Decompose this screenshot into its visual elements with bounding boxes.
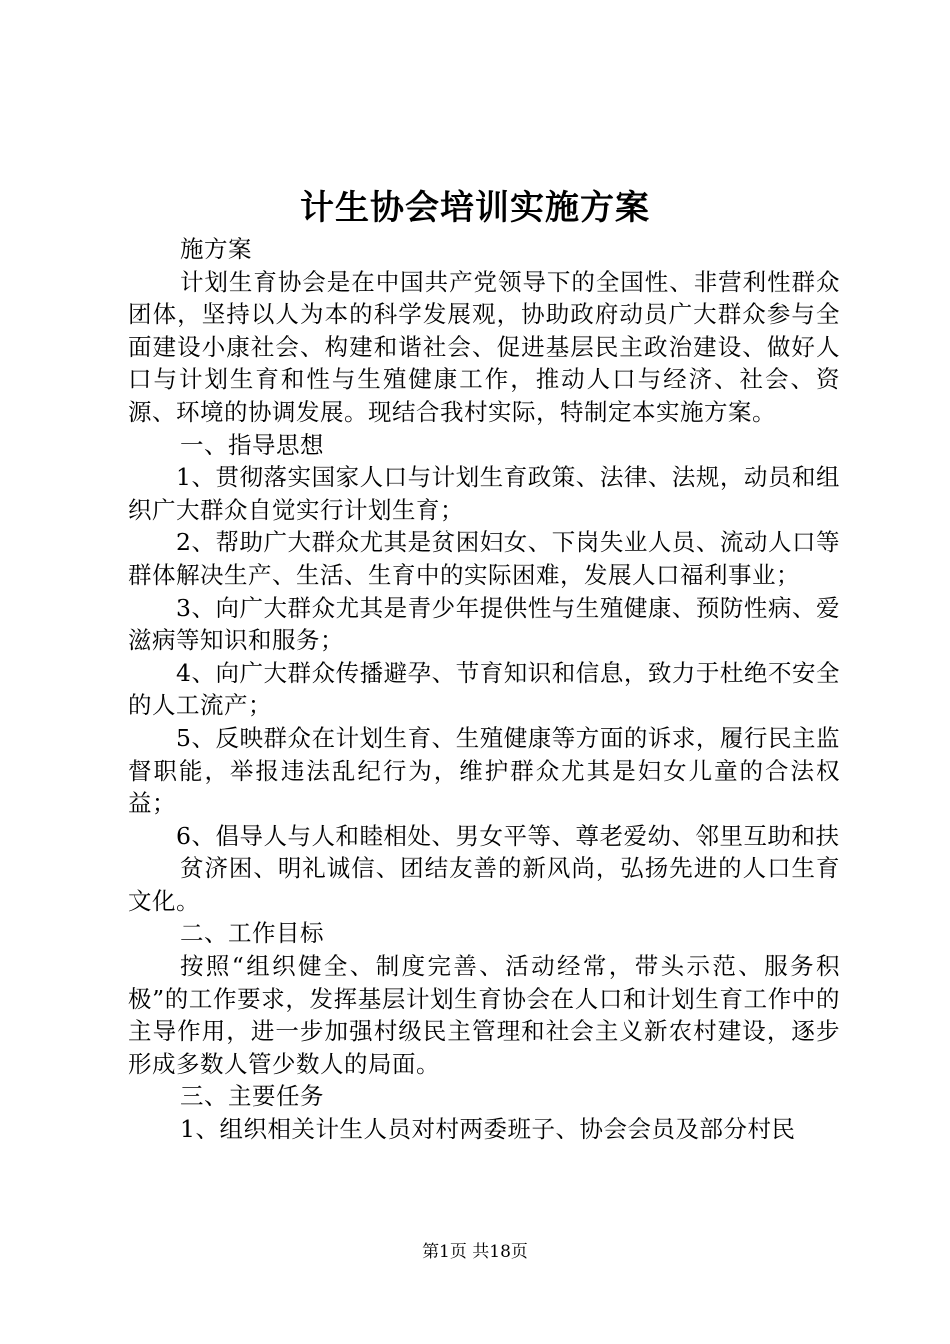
list-item-1-6: 6、倡导人与人和睦相处、男女平等、尊老爱幼、邻里互助和扶 <box>176 821 840 850</box>
document-body <box>128 233 840 1146</box>
list-item-3-1: 1、组织相关计生人员对村两委班子、协会会员及部分村民 <box>180 1115 796 1144</box>
list-item-1-4: 4、向广大群众传播避孕、节育知识和信息，致力于杜绝不安全的人工流产； <box>128 658 840 720</box>
paragraph-goals: 按照“组织健全、制度完善、活动经常，带头示范、服务积极”的工作要求，发挥基层计划生育协会在人口和计划生育工作中的主导作用，进一步加强村级民主管理和社会主义新农村建设，逐步形成多数人管少数人的局面。 <box>128 952 840 1078</box>
list-item-1-2: 2、帮助广大群众尤其是贫困妇女、下岗失业人员、流动人口等群体解决生产、生活、生育中的实际困难，发展人口福利事业； <box>128 528 840 589</box>
section-heading-3: 三、主要任务 <box>180 1082 324 1111</box>
list-item-1-5: 5、反映群众在计划生育、生殖健康等方面的诉求，履行民主监督职能，举报违法乱纪行为，维护群众尤其是妇女儿童的合法权益； <box>128 723 840 818</box>
list-item-1-6-continued: 贫济困、明礼诚信、团结友善的新风尚，弘扬先进的人口生育文化。 <box>128 854 840 915</box>
list-item-1-3: 3、向广大群众尤其是青少年提供性与生殖健康、预防性病、爱滋病等知识和服务； <box>128 593 840 655</box>
document-title: 计生协会培训实施方案 <box>300 188 650 228</box>
paragraph-intro: 计划生育协会是在中国共产党领导下的全国性、非营利性群众团体，坚持以人为本的科学发展观，协助政府动员广大群众参与全面建设小康社会、构建和谐社会、促进基层民主政治建设、做好人口与计划生育和性与生殖健康工作，推动人口与经济、社会、资源、环境的协调发展。现结合我村实际，特制定本实施方案。 <box>128 267 840 426</box>
section-heading-1: 一、指导思想 <box>180 430 324 459</box>
list-item-1-1: 1、贯彻落实国家人口与计划生育政策、法律、法规，动员和组织广大群众自觉实行计划生育； <box>128 463 840 524</box>
paragraph-lead: 施方案 <box>180 235 252 263</box>
page-number: 第1页 共18页 <box>422 1242 528 1262</box>
section-heading-2: 二、工作目标 <box>180 919 324 948</box>
